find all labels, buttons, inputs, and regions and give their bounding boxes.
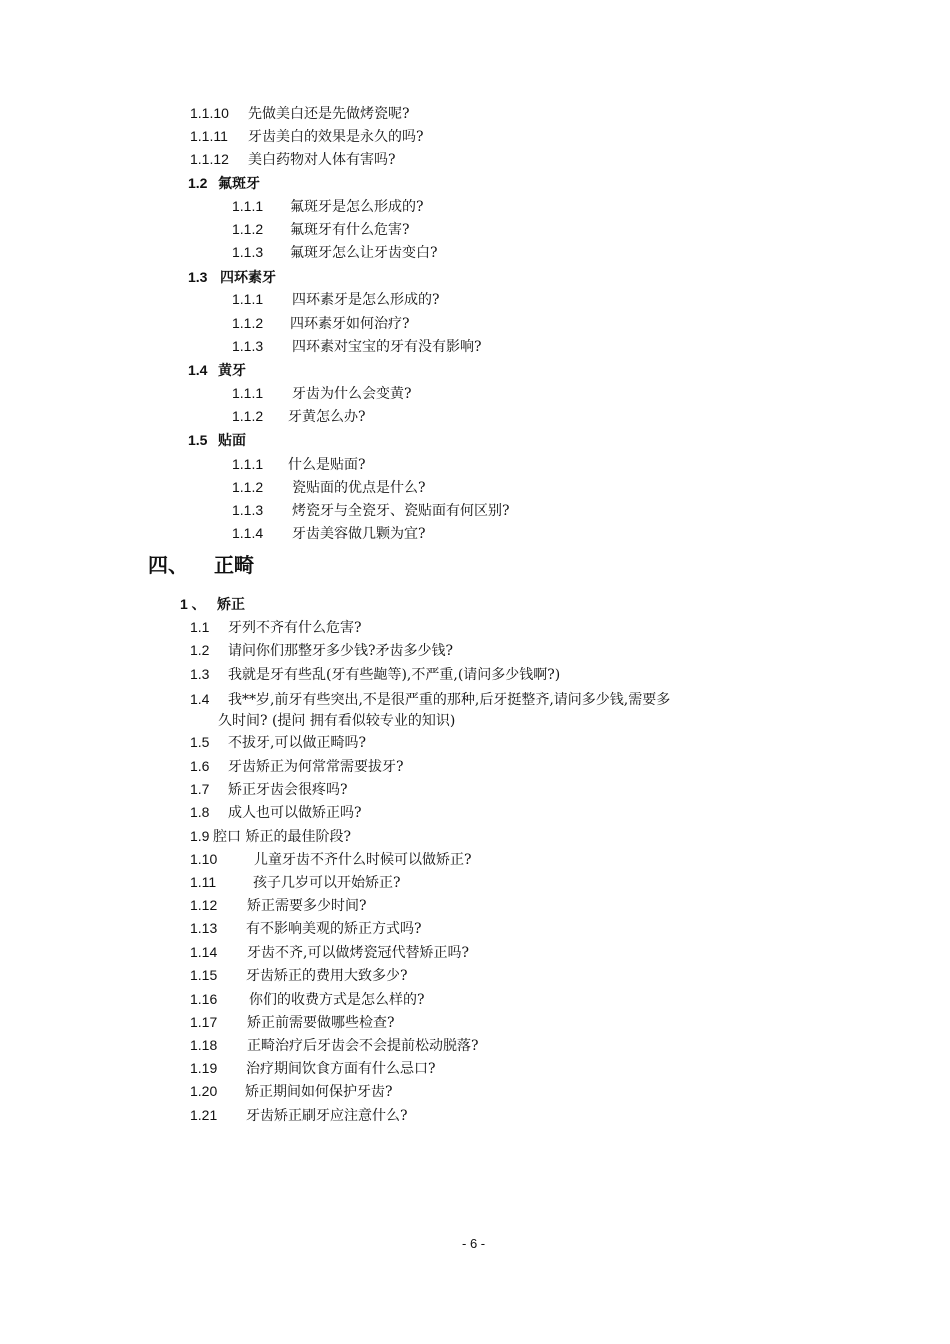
toc-item-text: 氟斑牙怎么让牙齿变白?	[290, 245, 438, 261]
toc-item-text: 先做美白还是先做烤瓷呢?	[248, 106, 410, 122]
toc-item-number: 1.2	[190, 642, 210, 658]
toc-item	[190, 617, 362, 638]
toc-item	[232, 242, 438, 263]
toc-item	[232, 336, 482, 357]
toc-item	[190, 942, 469, 963]
toc-item-number: 1.1	[190, 619, 210, 635]
toc-item-number: 1.7	[190, 781, 210, 797]
toc-item-number: 1.1.10	[190, 105, 229, 121]
section-heading-veneers	[188, 430, 246, 451]
toc-item-text: 正畸治疗后牙齿会不会提前松动脱落?	[247, 1038, 479, 1054]
toc-item	[190, 103, 410, 124]
toc-item	[232, 289, 440, 310]
toc-item	[232, 219, 410, 240]
toc-item-text: 牙齿矫正为何常常需要拔牙?	[228, 759, 404, 775]
toc-item-text: 请问你们那整牙多少钱?矛齿多少钱?	[228, 643, 454, 659]
toc-item-text: 烤瓷牙与全瓷牙、瓷贴面有何区别?	[292, 503, 510, 519]
toc-item	[190, 849, 472, 870]
toc-item-text: 我就是牙有些乱(牙有些龅等),不严重,(请问多少钱啊?)	[228, 667, 561, 683]
toc-item	[190, 664, 560, 685]
toc-item-number: 1.1.11	[190, 128, 228, 144]
toc-item	[190, 1058, 436, 1079]
chapter-heading-orthodontics	[148, 552, 254, 578]
toc-item-text: 瓷贴面的优点是什么?	[292, 480, 426, 496]
toc-item-number: 1.6	[190, 758, 210, 774]
toc-item-text: 成人也可以做矫正吗?	[228, 805, 362, 821]
toc-item-number: 1.19	[190, 1060, 218, 1076]
toc-item-number: 1.1.1	[232, 385, 264, 401]
toc-item	[190, 689, 670, 710]
toc-item-text: 我**岁,前牙有些突出,不是很严重的那种,后牙挺整齐,请问多少钱,需要多	[228, 692, 671, 708]
toc-item-number: 1.1.3	[232, 502, 264, 518]
section-heading-fluorosis	[188, 173, 260, 194]
toc-item-text: 有不影响美观的矫正方式吗?	[246, 921, 422, 937]
toc-item	[232, 500, 510, 521]
section-title: 黄牙	[218, 363, 246, 379]
section-heading-yellow-teeth	[188, 360, 246, 381]
toc-item-text: 牙列不齐有什么危害?	[228, 620, 362, 636]
toc-item-text: 久时间? (提问 拥有看似较专业的知识)	[218, 713, 456, 729]
section-heading-tetracycline	[188, 267, 276, 288]
toc-item	[190, 756, 404, 777]
toc-item	[190, 872, 401, 893]
section-number: 1.5	[188, 432, 208, 448]
toc-item-text: 矫正牙齿会很疼吗?	[228, 782, 348, 798]
toc-item-text: 美白药物对人体有害吗?	[248, 152, 396, 168]
toc-item-text: 你们的收费方式是怎么样的?	[249, 992, 425, 1008]
section-number: 1.4	[188, 362, 208, 378]
toc-item-text: 四环素牙如何治疗?	[290, 316, 410, 332]
subsection-heading-correction	[180, 594, 245, 615]
toc-item	[232, 406, 366, 427]
toc-item-number: 1.1.12	[190, 151, 229, 167]
toc-item-text: 矫正前需要做哪些检查?	[247, 1015, 395, 1031]
toc-item-number: 1.4	[190, 691, 210, 707]
toc-item-text: 四环素牙是怎么形成的?	[292, 292, 440, 308]
toc-item	[190, 918, 422, 939]
toc-item-number: 1.1.2	[232, 479, 264, 495]
toc-item-number: 1.1.2	[232, 408, 264, 424]
chapter-number: 四、	[148, 553, 188, 577]
toc-item-number: 1.1.3	[232, 244, 264, 260]
toc-item	[190, 1105, 408, 1126]
toc-item	[190, 126, 424, 147]
toc-item-number: 1.18	[190, 1037, 218, 1053]
toc-item-text: 腔口 矫正的最佳阶段?	[213, 829, 351, 845]
chapter-title: 正畸	[214, 553, 254, 577]
section-number: 1.2	[188, 175, 208, 191]
toc-item-number: 1.16	[190, 991, 218, 1007]
toc-item-text: 氟斑牙是怎么形成的?	[290, 199, 424, 215]
toc-item-text: 矫正需要多少时间?	[247, 898, 367, 914]
toc-item-number: 1.1.2	[232, 221, 264, 237]
toc-item-text: 矫正期间如何保护牙齿?	[245, 1084, 393, 1100]
toc-item-number: 1.12	[190, 897, 218, 913]
toc-item-number: 1.17	[190, 1014, 218, 1030]
toc-item	[190, 149, 396, 170]
toc-item-text: 牙黄怎么办?	[288, 409, 366, 425]
toc-item	[190, 965, 408, 986]
toc-item-number: 1.5	[190, 734, 210, 750]
toc-item-text: 牙齿矫正的费用大致多少?	[246, 968, 408, 984]
toc-item-number: 1.15	[190, 967, 218, 983]
toc-item	[232, 523, 426, 544]
toc-item-number: 1.1.2	[232, 315, 264, 331]
toc-item-continuation	[218, 711, 455, 731]
toc-item	[232, 454, 366, 475]
section-title: 贴面	[218, 433, 246, 449]
toc-item	[232, 196, 424, 217]
toc-item-number: 1.1.1	[232, 291, 264, 307]
toc-item	[232, 313, 410, 334]
toc-item	[190, 1012, 395, 1033]
toc-item-number: 1.3	[190, 666, 210, 682]
toc-item-text: 治疗期间饮食方面有什么忌口?	[246, 1061, 436, 1077]
section-number: 1.3	[188, 269, 208, 285]
section-title: 氟斑牙	[218, 176, 260, 192]
toc-item-number: 1.14	[190, 944, 218, 960]
toc-item-number: 1.11	[190, 874, 217, 890]
toc-item-text: 儿童牙齿不齐什么时候可以做矫正?	[254, 852, 472, 868]
page-number: - 6 -	[462, 1236, 486, 1251]
toc-item-text: 牙齿不齐,可以做烤瓷冠代替矫正吗?	[247, 945, 469, 961]
toc-item-text: 牙齿矫正刷牙应注意什么?	[246, 1108, 408, 1124]
subsection-number: 1 、	[180, 596, 206, 612]
toc-item-number: 1.20	[190, 1083, 218, 1099]
toc-item-text: 氟斑牙有什么危害?	[290, 222, 410, 238]
toc-item-number: 1.8	[190, 804, 210, 820]
toc-item	[190, 826, 351, 847]
toc-item	[190, 989, 425, 1010]
toc-item-number: 1.1.1	[232, 198, 264, 214]
toc-item-text: 不拔牙,可以做正畸吗?	[228, 735, 366, 751]
toc-item	[190, 732, 366, 753]
toc-item-number: 1.9	[190, 828, 210, 844]
toc-item	[190, 895, 367, 916]
toc-item-number: 1.1.3	[232, 338, 264, 354]
toc-item-number: 1.1.4	[232, 525, 264, 541]
toc-item	[190, 1035, 479, 1056]
toc-item-number: 1.1.1	[232, 456, 264, 472]
toc-item-number: 1.13	[190, 920, 218, 936]
toc-item-text: 四环素对宝宝的牙有没有影响?	[292, 339, 482, 355]
section-title: 四环素牙	[220, 270, 276, 286]
subsection-title: 矫正	[217, 597, 245, 613]
toc-item-text: 牙齿为什么会变黄?	[292, 386, 412, 402]
toc-item	[190, 640, 453, 661]
toc-item	[232, 383, 412, 404]
toc-item-text: 孩子几岁可以开始矫正?	[253, 875, 401, 891]
toc-item	[190, 779, 348, 800]
toc-item	[190, 802, 362, 823]
toc-item-text: 牙齿美白的效果是永久的吗?	[248, 129, 424, 145]
toc-item	[232, 477, 426, 498]
toc-item-number: 1.21	[190, 1107, 218, 1123]
toc-item-number: 1.10	[190, 851, 218, 867]
toc-item-text: 什么是贴面?	[288, 457, 366, 473]
toc-item-text: 牙齿美容做几颗为宜?	[292, 526, 426, 542]
toc-item	[190, 1081, 393, 1102]
